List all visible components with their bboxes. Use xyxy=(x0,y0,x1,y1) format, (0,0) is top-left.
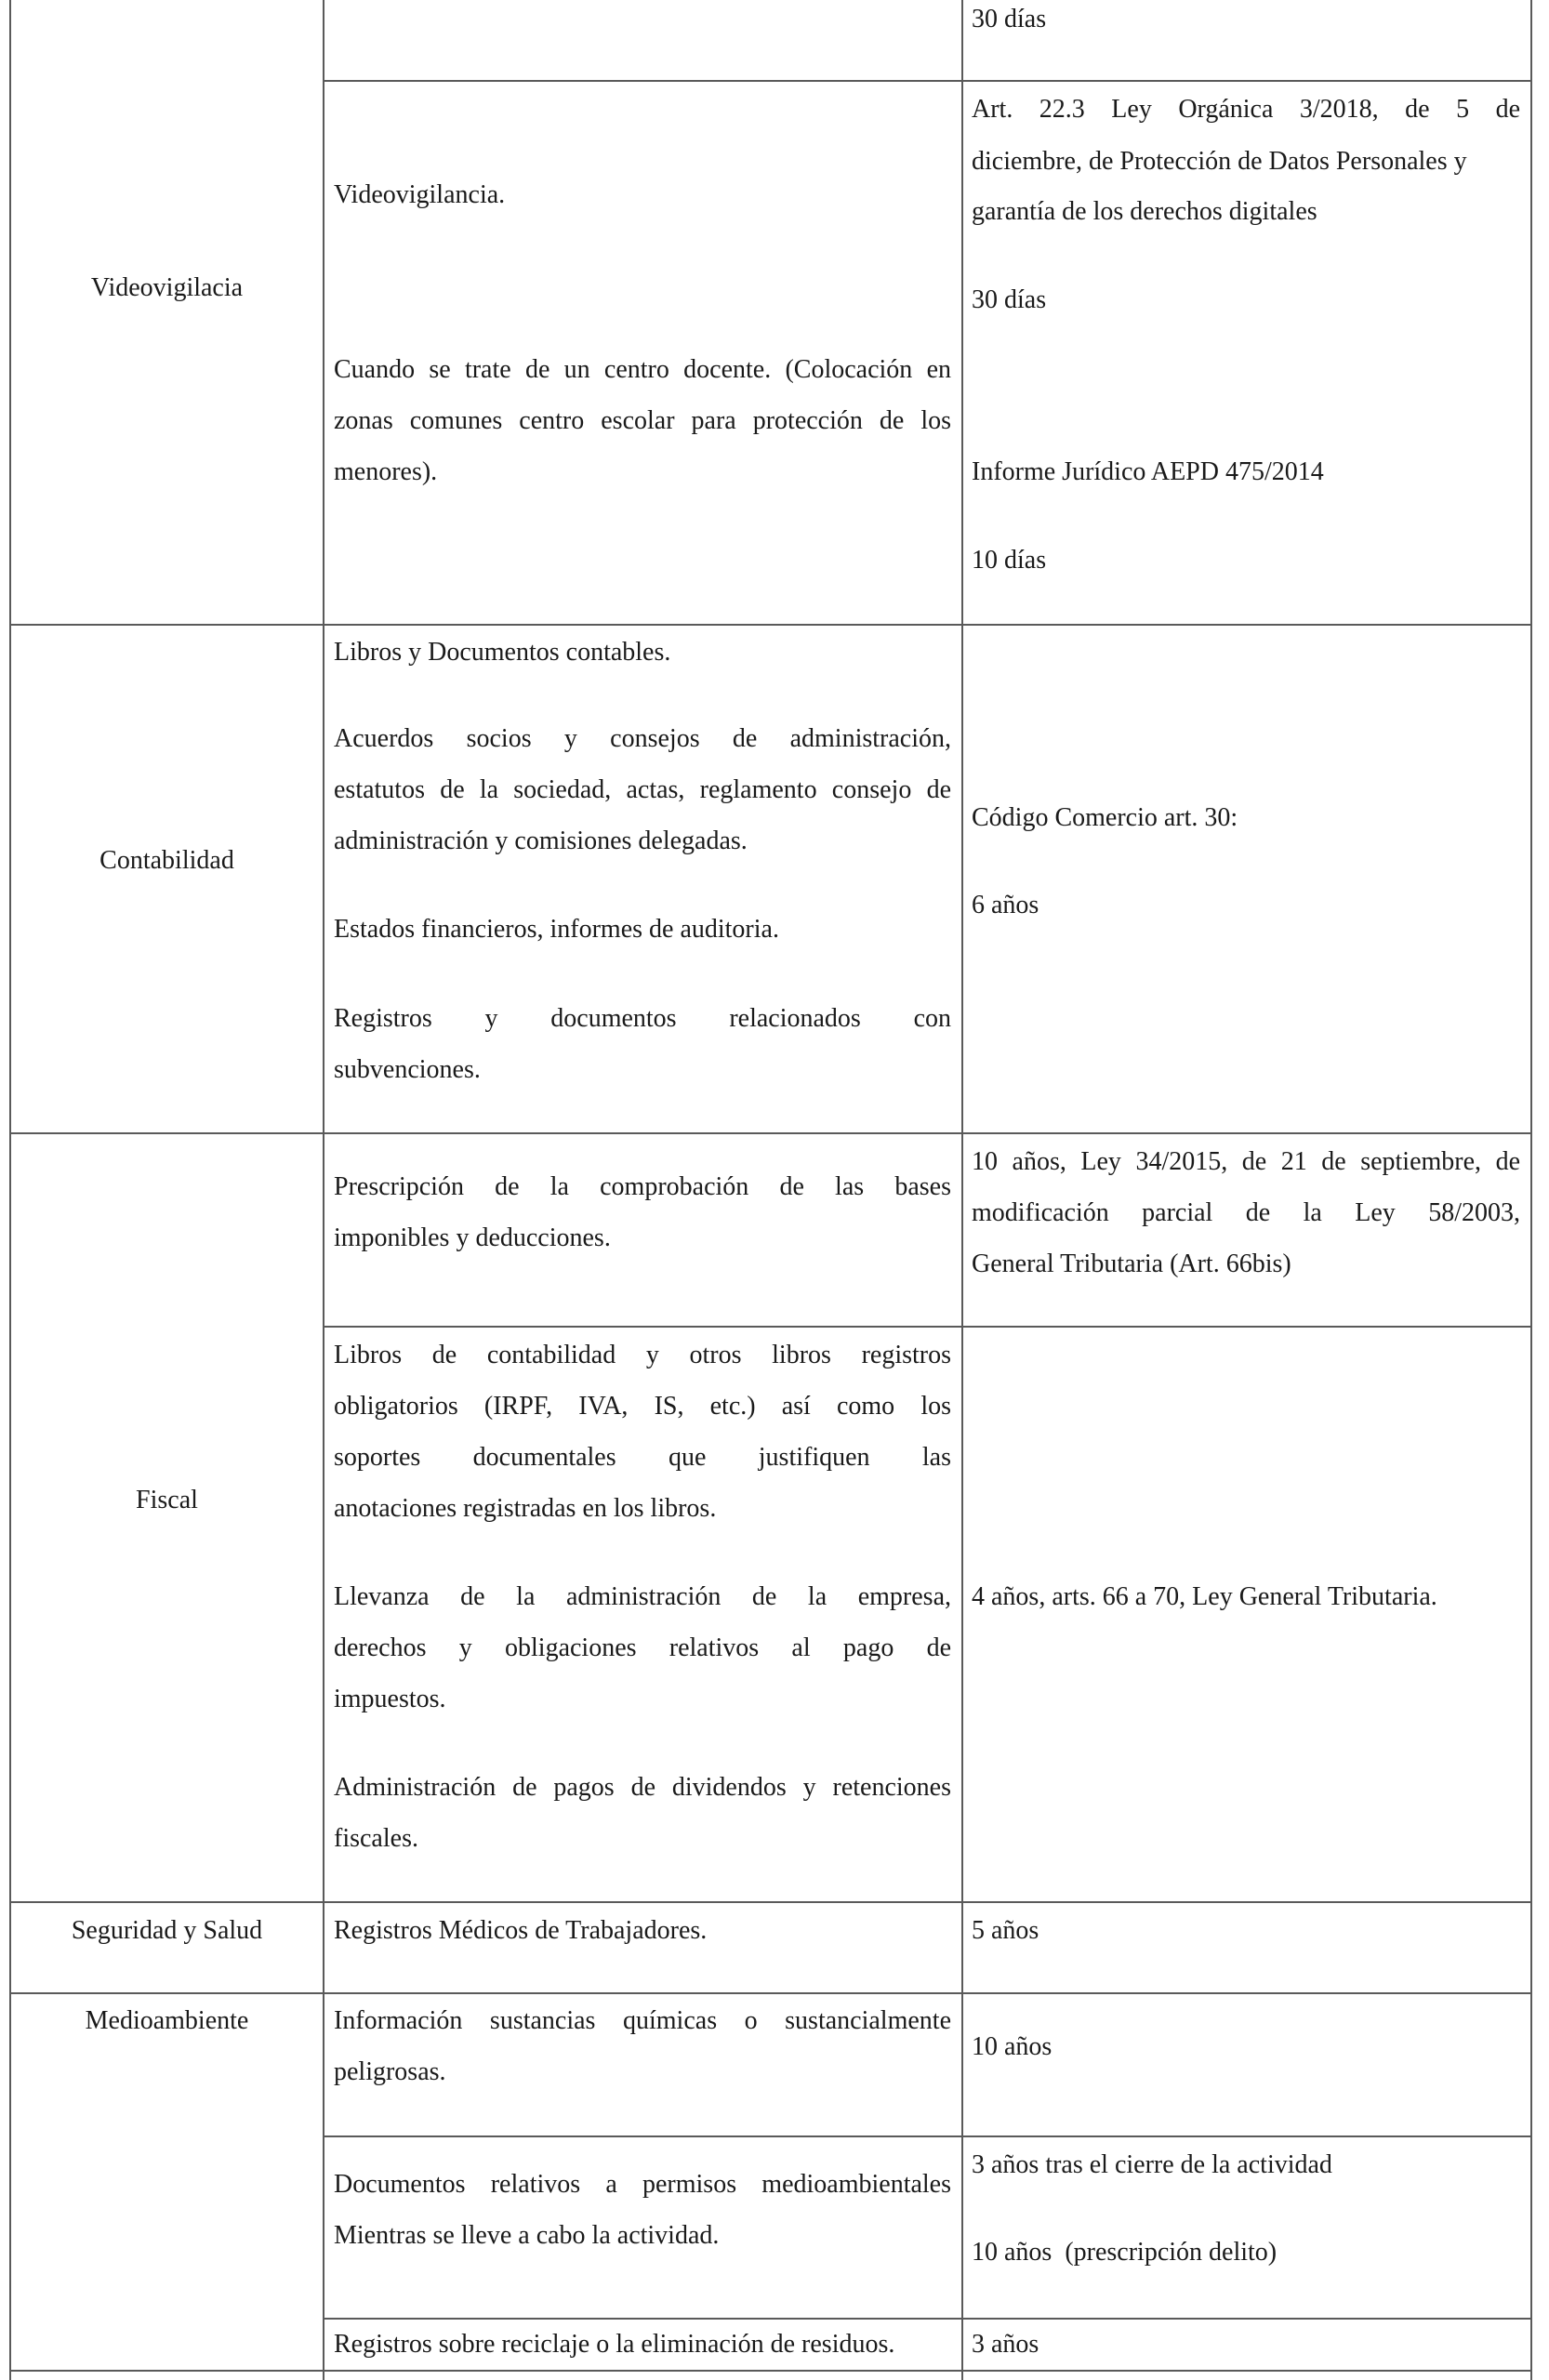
row-divider xyxy=(9,1132,1532,1134)
row-divider xyxy=(9,624,1532,626)
document-cell: Videovigilancia. xyxy=(334,180,506,209)
column-divider-1 xyxy=(323,0,324,2380)
retention-line: 3 años tras el cierre de la actividad xyxy=(972,2150,1332,2179)
retention-cell: 10 años xyxy=(972,2032,1053,2061)
retention-cell: 4 años, arts. 66 a 70, Ley General Tributaria. xyxy=(972,1582,1437,1611)
retention-cell: 3 años xyxy=(972,2330,1039,2359)
document-line: Información sustancias químicas o sustancialmente xyxy=(334,2006,951,2035)
document-line: Cuando se trate de un centro docente. (Colocación en xyxy=(334,355,951,384)
retention-line: modificación parcial de la Ley 58/2003, xyxy=(972,1198,1520,1227)
document-line: Documentos relativos a permisos medioambientales xyxy=(334,2170,951,2199)
category-cell-seguridad-salud: Seguridad y Salud xyxy=(71,1916,263,1945)
document-line: Registros y documentos relacionados con xyxy=(334,1004,951,1033)
document-line: Llevanza de la administración de la empresa, xyxy=(334,1582,951,1611)
row-divider xyxy=(323,2135,1532,2137)
row-divider xyxy=(323,1326,1532,1328)
document-cell: Libros y Documentos contables. xyxy=(334,638,671,667)
category-cell-videovigilancia: Videovigilacia xyxy=(90,273,244,302)
legal-basis-line: diciembre, de Protección de Datos Personales y xyxy=(972,147,1467,176)
retention-cell: 6 años xyxy=(972,891,1039,919)
table-border-right xyxy=(1530,0,1532,2380)
retention-cell: 10 días xyxy=(972,546,1047,575)
document-line: peligrosas. xyxy=(334,2057,446,2086)
document-line: Acuerdos socios y consejos de administración, xyxy=(334,724,951,753)
retention-line: General Tributaria (Art. 66bis) xyxy=(972,1250,1291,1278)
retention-cell: 5 años xyxy=(972,1916,1039,1945)
document-line: Administración de pagos de dividendos y retenciones xyxy=(334,1773,951,1802)
legal-basis-cell: Código Comercio art. 30: xyxy=(972,803,1238,832)
document-cell: Estados financieros, informes de auditoria. xyxy=(334,915,779,944)
document-line: Mientras se lleve a cabo la actividad. xyxy=(334,2221,720,2250)
retention-line: 10 años, Ley 34/2015, de 21 de septiembre, de xyxy=(972,1147,1520,1176)
document-line: estatutos de la sociedad, actas, reglamento consejo de xyxy=(334,775,951,804)
category-cell-contabilidad: Contabilidad xyxy=(99,846,234,875)
document-line: anotaciones registradas en los libros. xyxy=(334,1494,717,1523)
document-line: derechos y obligaciones relativos al pago de xyxy=(334,1633,951,1662)
document-line: fiscales. xyxy=(334,1824,418,1853)
retention-cell: 30 días xyxy=(972,5,1047,33)
category-cell-fiscal: Fiscal xyxy=(136,1486,198,1514)
document-line: administración y comisiones delegadas. xyxy=(334,826,748,855)
legal-basis-line: garantía de los derechos digitales xyxy=(972,197,1317,226)
document-line: Libros de contabilidad y otros libros registros xyxy=(334,1341,951,1369)
row-divider xyxy=(323,80,1532,82)
document-line: impuestos. xyxy=(334,1685,446,1713)
category-cell-medioambiente: Medioambiente xyxy=(85,2006,249,2035)
document-cell: Registros sobre reciclaje o la eliminación de residuos. xyxy=(334,2330,895,2359)
document-line: soportes documentales que justifiquen las xyxy=(334,1443,951,1472)
column-divider-2 xyxy=(961,0,963,2380)
document-line: zonas comunes centro escolar para protección de los xyxy=(334,406,951,435)
document-line: Prescripción de la comprobación de las bases xyxy=(334,1172,951,1201)
retention-line: 10 años (prescripción delito) xyxy=(972,2238,1278,2267)
row-divider xyxy=(9,1901,1532,1903)
legal-basis-line: Art. 22.3 Ley Orgánica 3/2018, de 5 de xyxy=(972,95,1520,124)
row-divider xyxy=(9,1992,1532,1994)
legal-basis-cell: Informe Jurídico AEPD 475/2014 xyxy=(972,457,1324,486)
document-line: obligatorios (IRPF, IVA, IS, etc.) así como los xyxy=(334,1392,951,1421)
document-line: menores). xyxy=(334,457,438,486)
document-cell: Registros Médicos de Trabajadores. xyxy=(334,1916,708,1945)
document-line: subvenciones. xyxy=(334,1055,481,1084)
retention-cell: 30 días xyxy=(972,285,1047,314)
document-line: imponibles y deducciones. xyxy=(334,1223,611,1252)
